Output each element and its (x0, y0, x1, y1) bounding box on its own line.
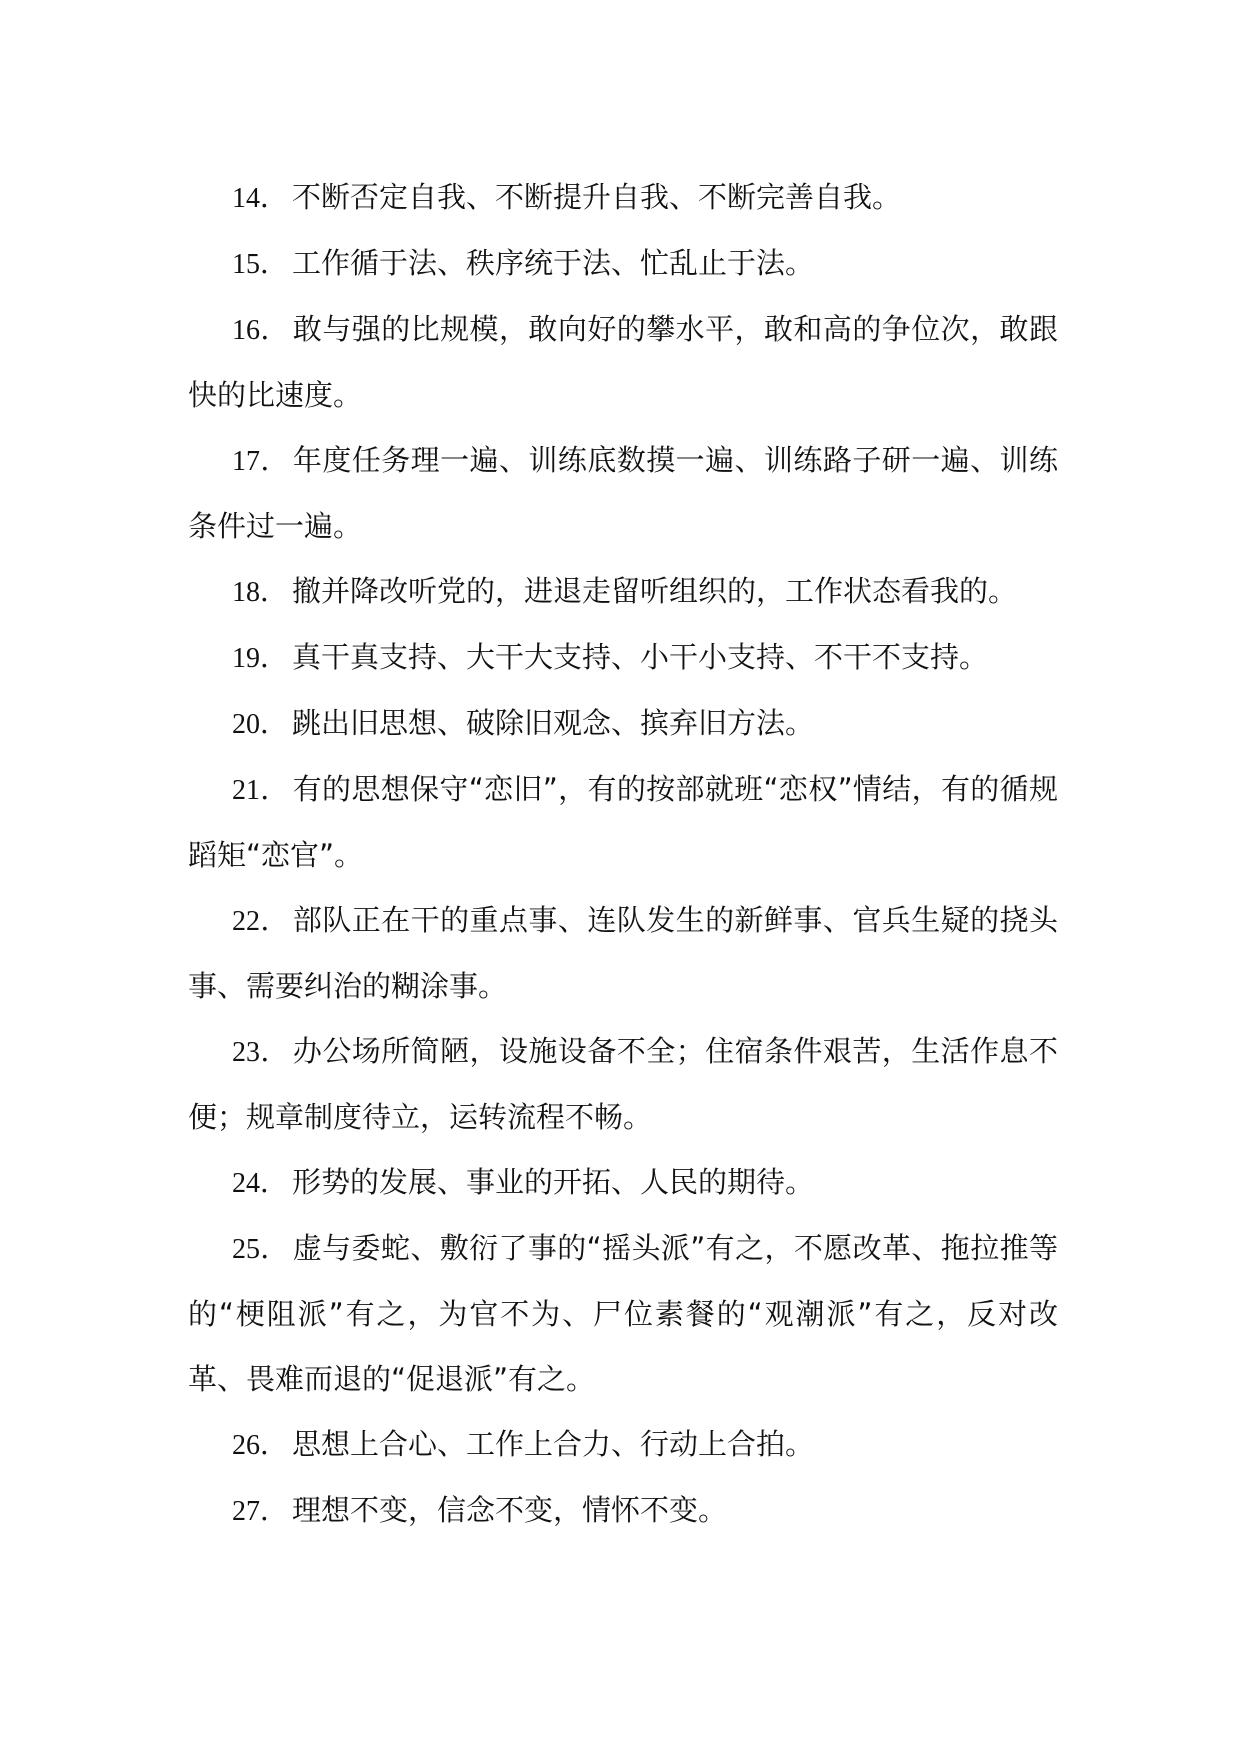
item-text: 理想不变，信念不变，情怀不变。 (292, 1493, 728, 1527)
list-item (188, 559, 1058, 625)
item-text: 敢与强的比规模，敢向好的攀水平，敢和高的争位次，敢跟快的比速度。 (188, 312, 1058, 412)
item-number: 27． (232, 1496, 289, 1527)
item-number: 26． (232, 1430, 289, 1461)
document-body (188, 165, 1058, 1544)
list-item (188, 1019, 1058, 1150)
list-item (188, 691, 1058, 757)
item-number: 17． (232, 446, 289, 477)
item-text: 真干真支持、大干大支持、小干小支持、不干不支持。 (292, 640, 989, 674)
item-number: 22． (232, 906, 289, 937)
item-text: 不断否定自我、不断提升自我、不断完善自我。 (292, 180, 902, 214)
list-item (188, 757, 1058, 888)
list-item (188, 297, 1058, 428)
list-item (188, 1412, 1058, 1478)
item-text: 思想上合心、工作上合力、行动上合拍。 (292, 1427, 815, 1461)
item-number: 14． (232, 183, 289, 214)
item-number: 21． (232, 775, 289, 806)
item-number: 19． (232, 643, 289, 674)
item-number: 20． (232, 709, 289, 740)
item-text: 形势的发展、事业的开拓、人民的期待。 (292, 1165, 815, 1199)
item-text: 有的思想保守“恋旧”，有的按部就班“恋权”情结，有的循规蹈矩“恋官”。 (188, 772, 1058, 872)
item-text: 工作循于法、秩序统于法、忙乱止于法。 (292, 246, 815, 280)
item-number: 18． (232, 577, 289, 608)
item-text: 撤并降改听党的，进退走留听组织的，工作状态看我的。 (292, 574, 1018, 608)
item-number: 23． (232, 1037, 289, 1068)
list-item (188, 231, 1058, 297)
list-item (188, 165, 1058, 231)
item-text: 办公场所简陋，设施设备不全；住宿条件艰苦，生活作息不便；规章制度待立，运转流程不畅。 (188, 1034, 1058, 1134)
list-item (188, 1478, 1058, 1544)
item-number: 24． (232, 1168, 289, 1199)
item-text: 虚与委蛇、敷衍了事的“摇头派”有之，不愿改革、拖拉推等的“梗阻派”有之，为官不为、尸位素餐的“观潮派”有之，反对改革、畏难而退的“促退派”有之。 (188, 1231, 1058, 1396)
item-number: 15． (232, 249, 289, 280)
item-text: 年度任务理一遍、训练底数摸一遍、训练路子研一遍、训练条件过一遍。 (188, 443, 1058, 543)
item-text: 部队正在干的重点事、连队发生的新鲜事、官兵生疑的挠头事、需要纠治的糊涂事。 (188, 903, 1058, 1003)
list-item (188, 888, 1058, 1019)
item-text: 跳出旧思想、破除旧观念、摈弃旧方法。 (292, 706, 815, 740)
item-number: 25． (232, 1234, 289, 1265)
list-item (188, 428, 1058, 559)
list-item (188, 1150, 1058, 1216)
list-item (188, 625, 1058, 691)
item-number: 16． (232, 315, 289, 346)
list-item (188, 1216, 1058, 1412)
